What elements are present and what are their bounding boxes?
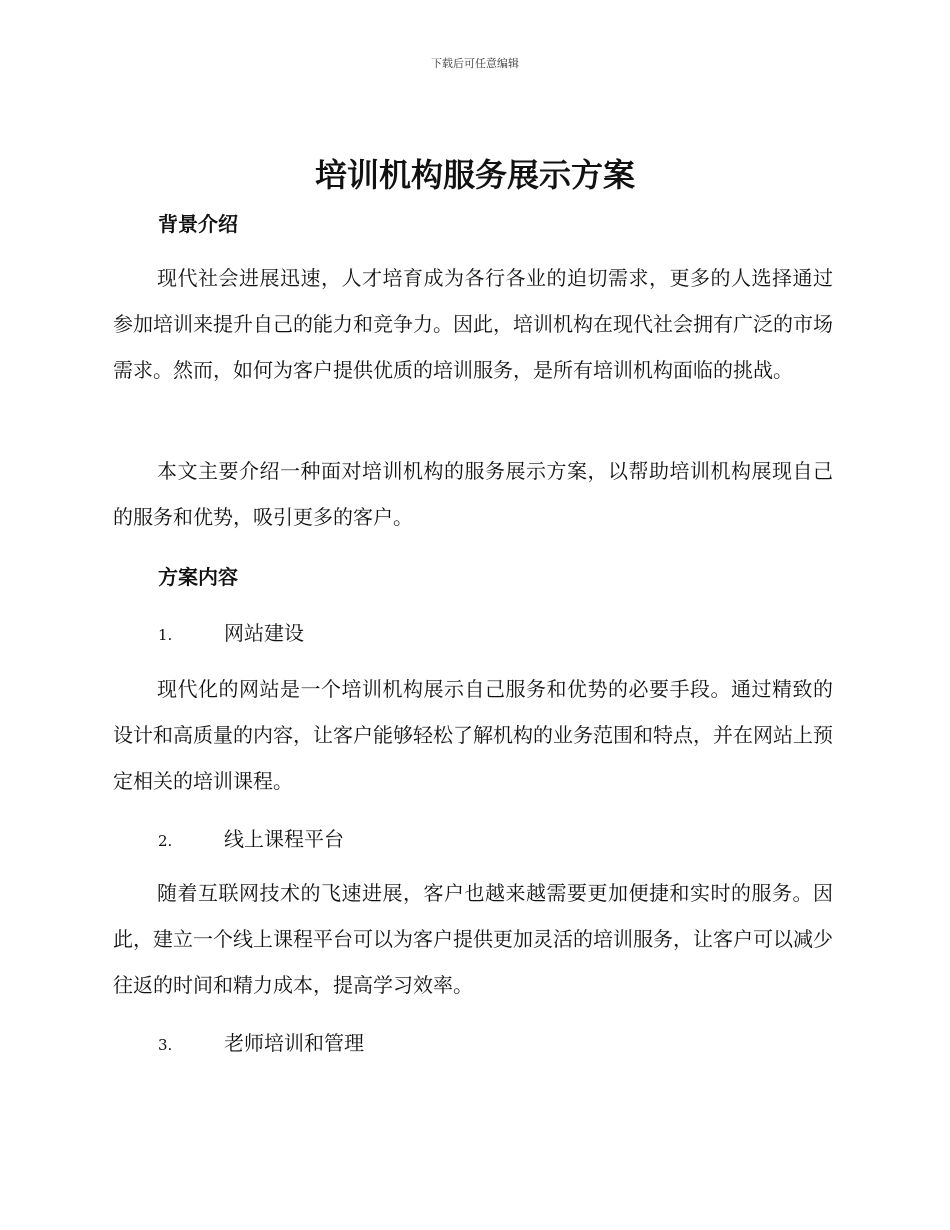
list-number: 2. [158, 832, 173, 850]
list-number: 3. [158, 1036, 173, 1054]
list-item-1 [158, 617, 304, 646]
header-note: 下载后可任意编辑 [431, 57, 519, 70]
list-item-2 [158, 823, 344, 852]
list-item-title: 线上课程平台 [224, 827, 344, 851]
paragraph-item-2: 随着互联网技术的飞速进展，客户也越来越需要更加便捷和实时的服务。因此，建立一个线上课程平台可以为客户提供更加灵活的培训服务，让客户可以减少往返的时间和精力成本，提高学习效率。 [113, 881, 833, 997]
heading-plan: 方案内容 [158, 565, 238, 589]
paragraph-background-1: 现代社会进展迅速，人才培育成为各行各业的迫切需求，更多的人选择通过参加培训来提升自己的能力和竞争力。因此，培训机构在现代社会拥有广泛的市场需求。然而，如何为客户提供优质的培训服务，是所有培训机构面临的挑战。 [113, 266, 833, 382]
document-title: 培训机构服务展示方案 [314, 156, 635, 194]
paragraph-item-1: 现代化的网站是一个培训机构展示自己服务和优势的必要手段。通过精致的设计和高质量的内容，让客户能够轻松了解机构的业务范围和特点，并在网站上预定相关的培训课程。 [113, 677, 833, 793]
list-item-title: 老师培训和管理 [224, 1031, 364, 1055]
heading-background: 背景介绍 [158, 212, 238, 236]
list-number: 1. [158, 626, 173, 644]
paragraph-background-2: 本文主要介绍一种面对培训机构的服务展示方案，以帮助培训机构展现自己的服务和优势，吸引更多的客户。 [113, 459, 833, 529]
list-item-title: 网站建设 [224, 621, 304, 645]
list-item-3 [158, 1027, 364, 1056]
